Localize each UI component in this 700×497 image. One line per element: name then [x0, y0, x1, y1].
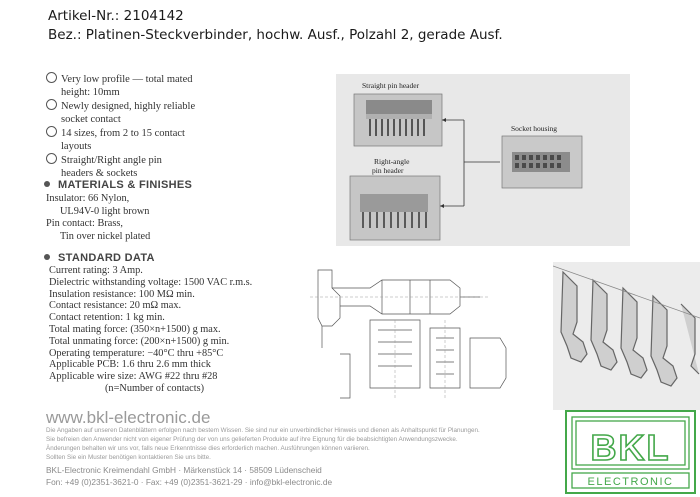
feature-item: 14 sizes, from 2 to 15 contact: [46, 126, 195, 140]
spec-line: Operating temperature: −40°C thru +85°C: [49, 347, 224, 359]
materials-block: [46, 193, 150, 243]
spec-line: Insulation resistance: 100 MΩ min.: [49, 288, 195, 300]
product-photo-illustration: [336, 74, 630, 246]
technical-drawing: [310, 258, 540, 408]
circle-bullet-icon: [46, 153, 57, 164]
spec-line: Applicable PCB: 1.6 thru 2.6 mm thick: [49, 359, 211, 371]
spec-line: Applicable wire size: AWG #22 thru #28: [49, 371, 218, 383]
materials-heading: MATERIALS & FINISHES: [40, 179, 192, 191]
feature-item-cont: layouts: [61, 141, 92, 152]
company-address: BKL-Electronic Kreimendahl GmbH · Märkenstück 14 · 58509 Lüdenscheid: [46, 465, 322, 475]
company-contact: Fon: +49 (0)2351-3621-0 · Fax: +49 (0)2351-3621-29 · info@bkl-electronic.de: [46, 477, 333, 487]
standard-data-heading: STANDARD DATA: [40, 252, 155, 264]
website-url[interactable]: www.bkl-electronic.de: [46, 408, 211, 427]
feature-item: Newly designed, highly reliable: [46, 99, 195, 113]
label-pin-header: pin header: [372, 166, 404, 175]
spec-line: Contact resistance: 20 mΩ max.: [49, 300, 182, 312]
materials-line: Insulator: 66 Nylon,: [46, 193, 130, 204]
feature-item-cont: headers & sockets: [61, 168, 138, 179]
circle-bullet-icon: [46, 72, 57, 83]
materials-line: UL94V-0 light brown: [60, 205, 150, 217]
disclaimer-line: Die Angaben auf unseren Datenblättern erfolgen nach bestem Wissen. Sie sind nur ein unverbindlicher Hinweis und dienen als Anhaltspunkt für Planungen.: [46, 427, 480, 434]
bkl-logo-mark: [567, 412, 694, 492]
disclaimer-line: Sie befreien den Anwender nicht von eigener Prüfung der von uns gelieferten Produkte auf ihre Eignung für die beabsichtigten Anwendungszwecke.: [46, 436, 458, 443]
product-photo: [336, 74, 630, 246]
spec-line: Current rating: 3 Amp.: [49, 265, 143, 276]
spec-line: Total mating force: (350×n+1500) g max.: [49, 323, 221, 335]
label-socket-housing: Socket housing: [511, 124, 558, 133]
disclaimer-line: Änderungen behalten wir uns vor, falls neue Erkenntnisse dies erforderlich machen. Ausführungen können variieren.: [46, 445, 370, 452]
product-description: Bez.: Platinen-Steckverbinder, hochw. Ausf., Polzahl 2, gerade Ausf.: [48, 27, 503, 43]
feature-item-cont: socket contact: [61, 114, 121, 125]
feature-item-cont: height: 10mm: [61, 87, 120, 98]
feature-item: Straight/Right angle pin: [46, 153, 195, 167]
circle-bullet-icon: [46, 99, 57, 110]
bullet-dot-icon: [44, 181, 50, 187]
spec-line: Dielectric withstanding voltage: 1500 VAC r.m.s.: [49, 276, 253, 288]
circle-bullet-icon: [46, 126, 57, 137]
materials-line: Tin over nickel plated: [60, 230, 151, 242]
article-number: Artikel-Nr.: 2104142: [48, 8, 184, 24]
label-straight-pin-header: Straight pin header: [362, 81, 420, 90]
spec-line: (n=Number of contacts): [105, 382, 205, 394]
logo-sub-text: ELECTRONIC: [587, 476, 674, 488]
feature-item: Very low profile — total mated: [46, 72, 195, 86]
spec-line: Contact retention: 1 kg min.: [49, 312, 165, 324]
materials-line: Pin contact: Brass,: [46, 218, 123, 229]
logo-brand-text: BKL: [590, 427, 671, 468]
standard-data-block: [49, 265, 252, 395]
disclaimer-line: Sollten Sie ein Muster benötigen kontaktieren Sie uns bitte.: [46, 454, 211, 461]
contact-pins-photo: [553, 262, 700, 410]
feature-list: [46, 72, 195, 180]
spec-line: Total unmating force: (200×n+1500) g min.: [49, 335, 230, 347]
bkl-logo: [565, 410, 696, 494]
label-right-angle: Right-angle: [374, 157, 410, 166]
bullet-dot-icon: [44, 254, 50, 260]
